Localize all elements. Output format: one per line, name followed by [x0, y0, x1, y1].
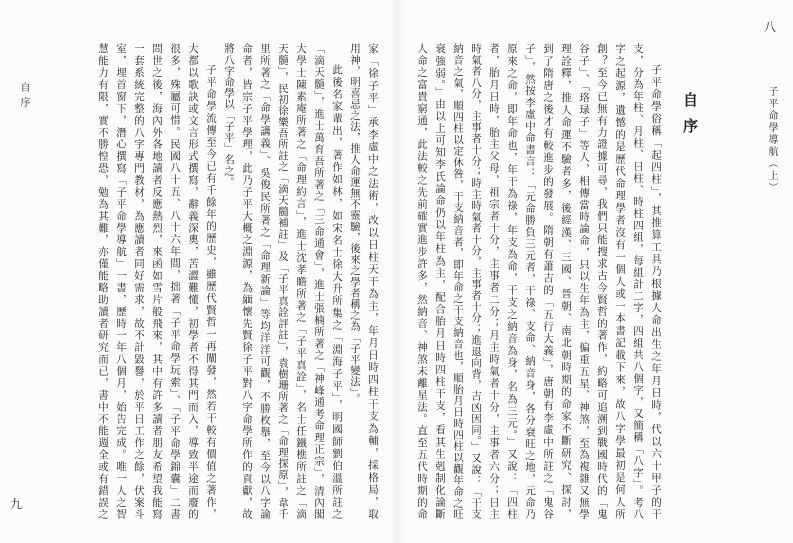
text-column: 到了隋唐之後才有較進步的發展。隋朝有蕭吉的「五行大義」，唐朝有李虛中所註之「鬼谷: [542, 43, 554, 519]
text-column: 用神，明喜忌之法，推人命運無不靈驗，後來之學者稱之為「子平變法」。: [349, 43, 361, 405]
text-column: 將八字命學以「子平」名之。: [223, 43, 235, 188]
running-head: 自序: [18, 82, 29, 112]
text-column: 理詮釋，推人命運不驗者多，後經漢、三國、晉朝、南北朝時期的命家不斷研究、探討，: [560, 43, 572, 519]
text-column: 字之起源，遺憾的是歷代命理學者沒有一個人或一本書記載下來，故八字學最初是何人所: [614, 43, 626, 519]
text-column: 創？至今已無有力證據可尋，我們只能搜求古今賢哲的著作，約略可追溯到戰國時代的「鬼: [596, 43, 608, 519]
page-number: 八: [764, 20, 777, 34]
text-column: 室，埋首窗下，潛心撰寫「子平命學導航」一書，歷時一年八個月，始告完成。唯一人之智: [115, 43, 127, 519]
text-column: 「滴天髓」，進士萬育吾所著之「三命通會」，進士張楠所著之「神峰通考命理正宗」，清內閣: [313, 43, 325, 519]
running-head: 子平命學導航（上）: [766, 86, 777, 194]
text-column: 子平命學流傳至今已有千餘年的歷史，雖歷代賢哲一再闡發，然若干較有價值之著作，: [205, 64, 217, 519]
page-number: 九: [10, 497, 23, 511]
text-column: 里所著之「命學講義」、吳俊民所著之「命理新論」等均洋洋可觀，不勝枚舉，至今以八字論: [259, 43, 271, 519]
text-column: 原來之命，即年命也，年干為祿，年支為命，干支之納音為身，名為三元。」又說：「四柱: [506, 43, 518, 519]
text-column: 慧能力有限，實不勝惶恐，勉為其難，亦僅能略助讀者研究而已，書中不能週全或有錯誤之: [97, 43, 109, 519]
body-text: [94, 43, 382, 519]
text-column: 天髓」，民初徐樂吾所註之「滴天髓補註」及「子平真詮評註」，袁樹珊所著之「命理探原」，韋千: [277, 43, 289, 519]
text-column: 支，分為年柱、月柱、日柱、時柱四組，每組計二字，四組共八個字，又簡稱「八字」。考八: [632, 43, 644, 519]
body-text: [413, 43, 665, 519]
right-page: [400, 0, 793, 543]
chapter-title: 自序: [681, 92, 699, 144]
text-column: 納音之氣，順四柱以定休咎，干支納音者，即年命之干支納音也，順胎月日時四柱以觀年命之旺: [452, 43, 464, 519]
text-column: 很多，殊屬可惜。民國八十五、八十六年間，拙著「子平命學玩索」、「子平命學錦囊」二書: [169, 43, 181, 519]
text-column: 問世之後，海內外各地讀者反應熱烈，來函如雪片般飛來，其中有許多讀者朋友希望我能寫: [151, 43, 163, 519]
text-column: 此後名家輩出，著作如林，如宋名士徐大升所集之「淵海子平」，明國師劉伯溫所註之: [331, 64, 343, 519]
text-column: 時氣者八分，主事者十分；時主時氣者十分，主事者十分；進退向背，吉凶因同。」又說：「干支: [470, 43, 482, 519]
text-column: 衰強弱。」由以上可知李氏論命仍以年柱為主，配合胎月日時四柱干支，看其生剋制化論斷: [434, 43, 446, 519]
text-column: 人命之富貴窮通，此法較之先前確實進步許多，然納音、神煞未離星法。直至五代時期的命: [416, 43, 428, 519]
text-column: 谷子」、「珞琭子」等人，相傳當時論命，只以生年為主，偏重五星、神煞，至為複雜又無學: [578, 43, 590, 519]
text-column: 命者，皆宗子平學理，此乃子平大概之淵源，為緬懷先賢徐子平對八字命學所作的貢獻，故: [241, 43, 253, 519]
text-column: 大都以歌訣或文言形式撰寫，辭義深奧，苦澀難懂，初學者不得其門而入，導致半途而廢的: [187, 43, 199, 519]
text-column: 者，胎月日時，胎主父母，祖宗者十分，主事者二分；月主時氣者十分，主事者六分；日主: [488, 43, 500, 519]
text-column: 子平命學俗稱「起四柱」，其推算工具乃根據人命出生之年月日時，代以六十甲子的干: [650, 64, 662, 519]
text-column: 一套系統完整的八字專門教材，為應讀者同好需求，故不計毀譽，於平日工作之餘，伏案斗: [133, 43, 145, 519]
text-column: 家「徐子平」承李虛中之法術，改以日柱天干為主，年月日時四柱干支為輔，採格局，取: [367, 43, 379, 519]
text-column: 子」，然按李虛中命書言：「元命勝負三元者，干祿、支命、納音身，各分衰旺之地，元命乃: [524, 43, 536, 519]
text-column: 大學士陳素庵所著之「命理約言」，進士沈孝瞻所著之「子平真詮」，名士任鐵樵所註之「滴: [295, 43, 307, 519]
